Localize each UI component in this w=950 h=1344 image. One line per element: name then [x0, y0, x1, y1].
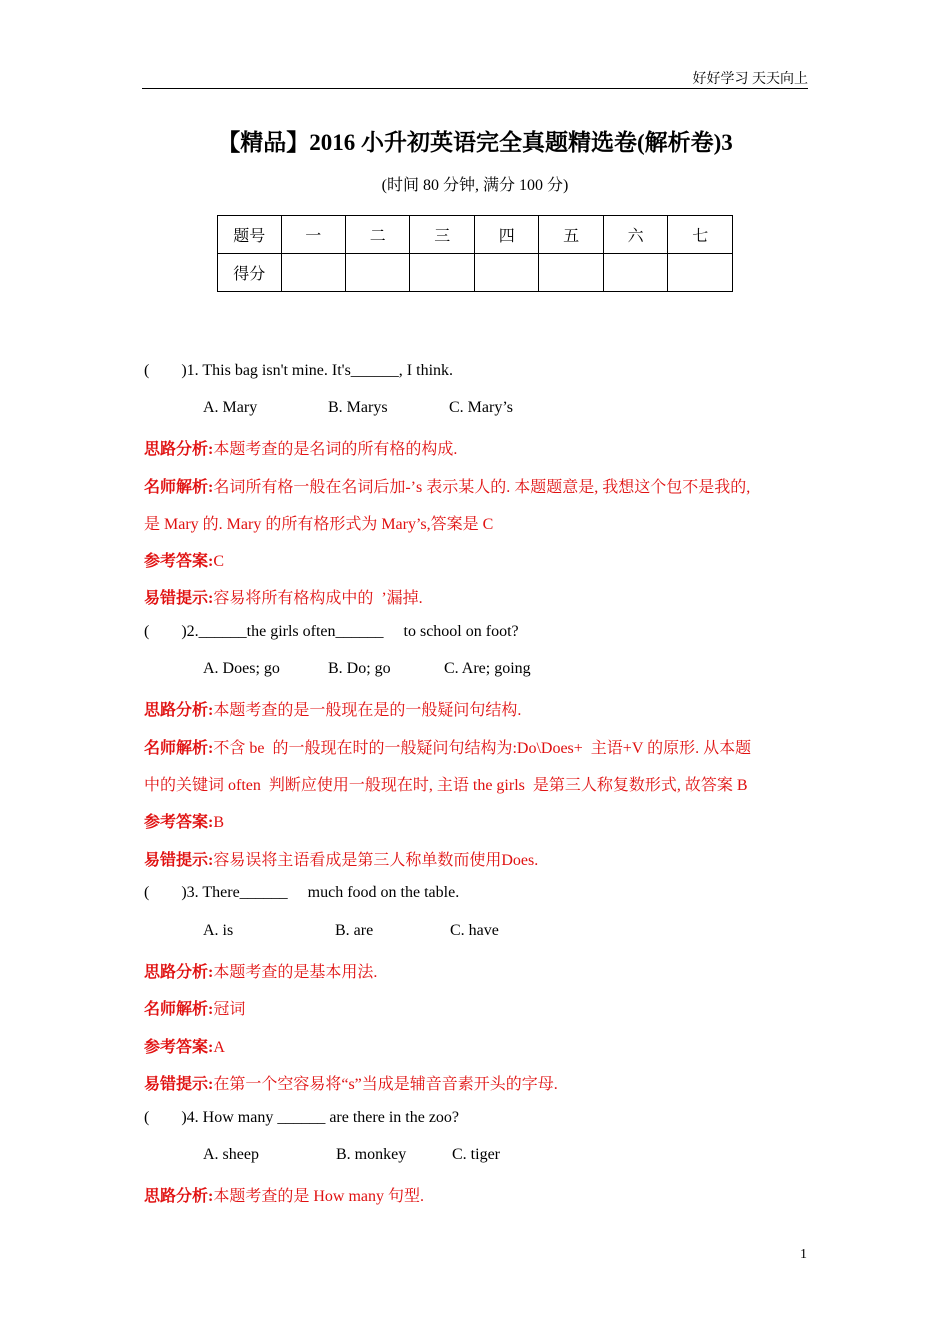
tip-line — [144, 585, 423, 608]
teacher-line — [144, 996, 245, 1019]
question-stem: ( )3. There______ much food on the table. — [144, 884, 460, 901]
option-b: B. Do; go — [328, 660, 391, 677]
answer-line — [144, 548, 224, 571]
table-cell: 四 — [474, 216, 538, 254]
option-c: C. tiger — [452, 1146, 500, 1163]
teacher-text: 冠词 — [213, 1001, 246, 1018]
score-cell — [345, 254, 409, 292]
question-stem: ( )2.______the girls often______ to school on foot? — [144, 623, 519, 640]
option-a: A. Mary — [203, 399, 258, 416]
analysis-label: 思路分析: — [144, 702, 214, 719]
page-header: 好好学习 天天向上 — [692, 72, 808, 87]
table-cell: 二 — [345, 216, 409, 254]
option-b: B. are — [335, 922, 374, 939]
analysis-line — [144, 1183, 424, 1206]
option-c: C. have — [450, 922, 499, 939]
answer-line — [144, 1034, 225, 1057]
option-c: C. Are; going — [444, 660, 531, 677]
answer-label: 参考答案: — [144, 1039, 214, 1056]
score-cell — [281, 254, 345, 292]
score-table — [217, 215, 733, 292]
table-cell: 六 — [603, 216, 667, 254]
option-a: A. Does; go — [203, 660, 280, 677]
score-cell — [668, 254, 733, 292]
answer-line — [144, 809, 224, 832]
answer-label: 参考答案: — [144, 814, 214, 831]
analysis-text: 本题考查的是 How many 句型. — [213, 1188, 425, 1205]
teacher-line — [144, 735, 751, 758]
page-number: 1 — [800, 1247, 807, 1262]
option-b: B. monkey — [336, 1146, 407, 1163]
analysis-line — [144, 959, 377, 982]
option-c: C. Mary’s — [449, 399, 513, 416]
table-cell: 三 — [410, 216, 474, 254]
tip-label: 易错提示: — [144, 1076, 214, 1093]
tip-line — [144, 1071, 558, 1094]
question-stem: ( )4. How many ______ are there in the zoo? — [144, 1109, 460, 1126]
table-row — [218, 216, 733, 254]
table-cell: 七 — [668, 216, 733, 254]
analysis-line — [144, 436, 457, 459]
analysis-text: 本题考查的是一般现在是的一般疑问句结构. — [213, 702, 522, 719]
score-cell — [474, 254, 538, 292]
tip-text: 容易误将主语看成是第三人称单数而使用Does. — [213, 852, 539, 869]
analysis-text: 本题考查的是名词的所有格的构成. — [213, 441, 458, 458]
teacher-text: 不含 be 的一般现在时的一般疑问句结构为:Do\Does+ 主语+V 的原形. 从本题 — [213, 740, 752, 757]
option-a: A. sheep — [203, 1146, 259, 1163]
tip-label: 易错提示: — [144, 590, 214, 607]
teacher-text: 名词所有格一般在名词后加-’s 表示某人的. 本题题意是, 我想这个包不是我的, — [213, 479, 751, 496]
analysis-label: 思路分析: — [144, 441, 214, 458]
table-cell: 五 — [539, 216, 603, 254]
page-title: 【精品】2016 小升初英语完全真题精选卷(解析卷)3 — [217, 130, 733, 155]
teacher-text-cont: 是 Mary 的. Mary 的所有格形式为 Mary’s,答案是 C — [144, 516, 494, 533]
analysis-label: 思路分析: — [144, 964, 214, 981]
teacher-label: 名师解析: — [144, 1001, 214, 1018]
question-stem: ( )1. This bag isn't mine. It's______, I think. — [144, 362, 454, 379]
table-row — [218, 254, 733, 292]
analysis-line — [144, 697, 521, 720]
tip-text: 在第一个空容易将“s”当成是辅音音素开头的字母. — [213, 1076, 558, 1093]
teacher-label: 名师解析: — [144, 479, 214, 496]
answer-text: A — [213, 1039, 225, 1056]
teacher-text-cont: 中的关键词 often 判断应使用一般现在时, 主语 the girls 是第三人称复数形式, 故答案 B — [144, 777, 748, 794]
table-cell: 得分 — [218, 254, 282, 292]
page-subtitle: (时间 80 分钟, 满分 100 分) — [381, 177, 569, 194]
answer-text: C — [213, 553, 225, 570]
table-cell: 题号 — [218, 216, 282, 254]
answer-text: B — [213, 814, 225, 831]
option-a: A. is — [203, 922, 234, 939]
score-cell — [410, 254, 474, 292]
tip-text: 容易将所有格构成中的 ’漏掉. — [213, 590, 423, 607]
option-b: B. Marys — [328, 399, 388, 416]
header-rule — [142, 88, 808, 89]
teacher-line — [144, 474, 750, 497]
score-cell — [539, 254, 603, 292]
answer-label: 参考答案: — [144, 553, 214, 570]
tip-line — [144, 847, 538, 870]
score-cell — [603, 254, 667, 292]
analysis-label: 思路分析: — [144, 1188, 214, 1205]
tip-label: 易错提示: — [144, 852, 214, 869]
teacher-label: 名师解析: — [144, 740, 214, 757]
analysis-text: 本题考查的是基本用法. — [213, 964, 378, 981]
table-cell: 一 — [281, 216, 345, 254]
